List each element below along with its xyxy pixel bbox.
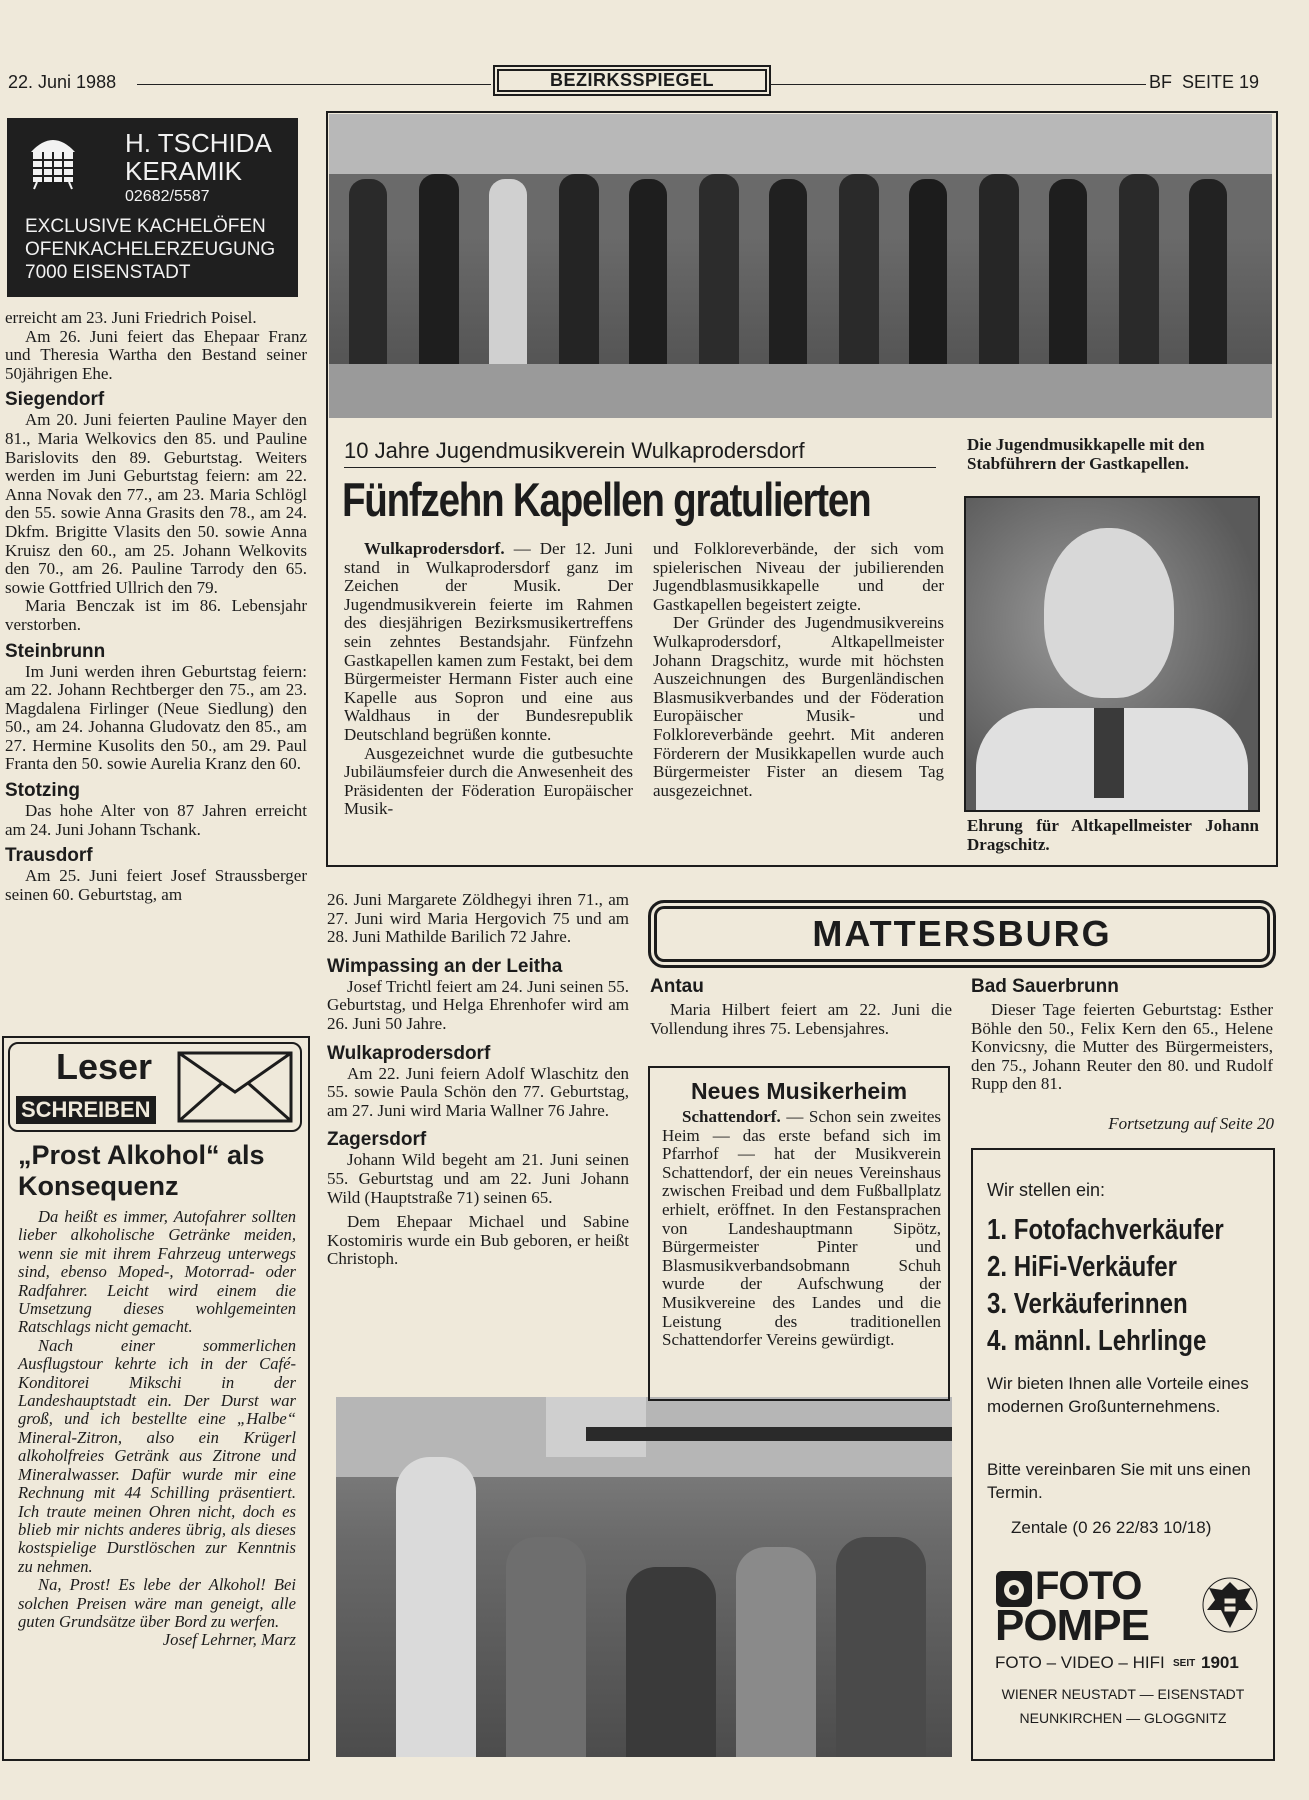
header-rule-right [770, 84, 1146, 85]
page-number: BF SEITE 19 [1149, 72, 1260, 92]
heading-steinbrunn: Steinbrunn [5, 640, 106, 662]
feature-kicker: 10 Jahre Jugendmusikverein Wulkaprodersdorf [344, 438, 805, 463]
wulkaprodersdorf-text: Am 22. Juni feiern Adolf Wlaschitz den 55. sowie Paula Schön den 77. Geburtstag, am 27. Juni wird Maria Wallner 76 Jahre. [327, 1063, 629, 1120]
left-column-notices [5, 309, 307, 904]
feature-col1-p1: — Der 12. Juni stand in Wulkaprodersdorf ganz im Zeichen der Musik. Der Jugendmusikverein feierte im Rahmen des diesjährigen Bezirksmusikertreffens sein zehntes Bestandsjahr. Fünfzehn Gastkapellen kamen zum Festakt, bei dem Bürgermeister Hermann Fister auch eine Kapelle aus Sopron und eine aus Waldhaus in der Bundesrepublik Deutschland begrüßen konnte. [344, 539, 634, 744]
zagersdorf-text-1: Johann Wild begeht am 21. Juni seinen 55. Geburtstag und am 22. Juni Johann Wild (Hauptstraße 71) seinen 65. [327, 1150, 629, 1207]
musikerheim-text [662, 1108, 941, 1350]
siegendorf-text-1: Am 20. Juni feierten Pauline Mayer den 81., Maria Welkovics den 85. und Pauline Barislovits den 89. Geburtstag. Weiters werden im Juni Geburtstag feiern: am 22. Anna Novak den 77., am 23. Maria Schlögl den 55. sowie Anna Grasits den 78., am 24. Dkfm. Brigitte Vlasits den 50. sowie Anna Kruisz den 60., am 25. Johann Welkovits den 70., am 26. Pauline Tarrody den 65. sowie Gottfried Ullrich den 79. [5, 410, 307, 597]
ad-intro: Wir stellen ein: [987, 1180, 1106, 1200]
feature-column-2 [653, 540, 944, 800]
keramik-name-1: H. TSCHIDA [125, 128, 272, 158]
letters-logo [8, 1042, 302, 1132]
kicker-rule [344, 467, 936, 468]
letters-logo-top: Leser [56, 1046, 153, 1087]
keramik-name-2: KERAMIK [125, 156, 243, 186]
feature-col2-p1: und Folkloreverbände, der sich vom spielerischen Niveau der jubilierenden Jugendblasmusikkapelle und der Gastkapellen begeistert zeigte. [653, 539, 944, 614]
feature-column-1 [344, 540, 633, 819]
foto-towns-1: WIENER NEUSTADT — EISENSTADT [1001, 1686, 1245, 1702]
zagersdorf-text-2: Dem Ehepaar Michael und Sabine Kostomiris wurde ein Bub geboren, er heißt Christoph. [327, 1212, 629, 1269]
heading-trausdorf: Trausdorf [5, 845, 93, 867]
mattersburg-banner: MATTERSBURG [648, 900, 1276, 968]
heading-bad-sauerbrunn: Bad Sauerbrunn [971, 976, 1119, 997]
envelope-icon [176, 1050, 294, 1124]
musikerheim-dateline: Schattendorf. [682, 1107, 781, 1126]
heading-stotzing: Stotzing [5, 780, 80, 802]
foto-towns-2: NEUNKIRCHEN — GLOGGNITZ [1019, 1710, 1227, 1726]
job-4: 4. männl. Lehrlinge [987, 1325, 1207, 1357]
steinbrunn-text: Im Juni werden ihren Geburtstag feiern: am 22. Johann Rechtberger den 75., am 23. Magdalena Firlinger (Neue Siedlung) den 50., am 24. Johanna Gludovatz den 85., am 27. Hermine Kusolits den 50., am 29. Paul Franta den 50. sowie Aurelia Kranz den 60. [5, 661, 307, 774]
letters-logo-bottom: SCHREIBEN [16, 1096, 156, 1124]
stotzing-text: Das hohe Alter von 87 Jahren erreicht am 24. Juni Johann Tschank. [5, 801, 307, 839]
foto-logo-line-1: FOTO [1035, 1564, 1142, 1608]
siegendorf-text-2: Maria Benczak ist im 86. Lebensjahr verstorben. [5, 596, 307, 634]
heading-siegendorf: Siegendorf [5, 389, 105, 411]
kachelofen-icon [25, 130, 81, 190]
letter-title: „Prost Alkohol“ als Konsequenz [18, 1140, 265, 1201]
middle-continuation: 26. Juni Margarete Zöldhegyi ihren 71., am 27. Juni wird Maria Hergovich 75 und am 28. Juni Mathilde Barilich 72 Jahre. [327, 890, 629, 947]
continued-note: Fortsetzung auf Seite 20 [1108, 1114, 1274, 1133]
keramik-line-3: 7000 EISENSTADT [25, 262, 191, 283]
job-3: 3. Verkäuferinnen [987, 1288, 1188, 1320]
letter-paragraph-3: Na, Prost! Es lebe der Alkohol! Bei solchen Preisen wäre man geneigt, alle guten Grundsätze über Bord zu werfen. [18, 1575, 296, 1631]
heading-zagersdorf: Zagersdorf [327, 1129, 427, 1151]
founding-year: 1901 [1201, 1653, 1239, 1672]
band-group-photo [329, 114, 1272, 418]
letters-box [2, 1036, 310, 1761]
job-2: 2. HiFi-Verkäufer [987, 1251, 1177, 1283]
wimpassing-text: Josef Trichtl feiert am 24. Juni seinen 55. Geburtstag, und Helga Ehrenhofer wird am 26. Juni 50 Jahre. [327, 976, 629, 1033]
heading-wimpassing: Wimpassing an der Leitha [327, 955, 563, 977]
foto-logo-line-2: POMPE [995, 1601, 1149, 1650]
job-1: 1. Fotofachverkäufer [987, 1214, 1224, 1246]
letter-signature: Josef Lehrner, Marz [162, 1630, 296, 1650]
keramik-line-2: OFENKACHELERZEUGUNG [25, 239, 276, 260]
letter-paragraph-1: Da heißt es immer, Autofahrer sollten lieber alkoholische Getränke meiden, wenn sie mit ihrem Fahrzeug unterwegs sind, ebenso Moped-, Motorrad- oder Radfahrer. Leicht wird einem die Umsetzung dieses wohlgemeinten Ratschlags nicht gemacht. [18, 1207, 296, 1337]
middle-column-notices [327, 891, 629, 1269]
ad-appointment: Bitte vereinbaren Sie mit uns einen Termin. [987, 1460, 1251, 1502]
feature-col2-p2: Der Gründer des Jugendmusikvereins Wulkaprodersdorf, Altkapellmeister Johann Dragschitz, wurde mit höchsten Auszeichnungen des Burgenländischen Blasmusikverbandes und der Föderation Europäischer Musik- und Folkloreverbände geehrt. Mit anderen Förderern der Musikkapellen wurde auch Bürgermeister Fister an diesem Tag ausgezeichnet. [653, 613, 944, 800]
portrait-caption: Ehrung für Altkapellmeister Johann Dragschitz. [967, 816, 1259, 854]
foto-pompe-ad [971, 1148, 1275, 1761]
keramik-phone: 02682/5587 [125, 188, 210, 205]
seit-label: SEIT [1173, 1658, 1196, 1669]
section-title: BEZIRKSSPIEGEL [493, 65, 771, 96]
coat-of-arms-icon [1201, 1570, 1259, 1640]
bad-sauerbrunn-text: Dieser Tage feierten Geburtstag: Esther Böhle den 50., Felix Kern den 65., Helene Konvicsny, die Mutter des Bürgermeisters, den 75., Johann Reuter den 80. und Rudolf Rupp den 81. [971, 1000, 1273, 1094]
header-rule-left [137, 84, 491, 85]
ad-phone: Zentale (0 26 22/83 10/18) [1011, 1518, 1212, 1537]
heading-wulkaprodersdorf: Wulkaprodersdorf [327, 1042, 491, 1064]
heading-antau: Antau [650, 976, 704, 997]
group-photo-caption: Die Jugendmusikkapelle mit den Stabführern der Gastkapellen. [967, 435, 1205, 473]
portrait-photo [964, 496, 1260, 812]
letter-paragraph-2: Nach einer sommerlichen Ausflugstour kehrte ich in der Café-Konditorei Mikschi in der Landeshauptstadt ein. Der Durst war groß, und ich bestellte eine „Halbe“ Mineral-Zitron, also ein Krügerl alkoholfreies Getränk aus Zitrone und Mineralwasser. Dafür wurde mir eine Rechnung mit 44 Schilling präsentiert. Ich traute meinen Ohren nicht, doch es blieb mir nichts anderes übrig, als dieses kostspielige Durstlöschen zur Kenntnis zu nehmen. [18, 1335, 296, 1576]
letter-body [18, 1208, 296, 1650]
antau-text: Maria Hilbert feiert am 22. Juni die Vollendung ihres 75. Lebensjahres. [650, 1000, 952, 1038]
intro-text-2: Am 26. Juni feiert das Ehepaar Franz und Theresia Wartha den Bestand seiner 50jährigen Ehe. [5, 326, 307, 383]
keramik-ad [7, 118, 298, 297]
keramik-line-1: EXCLUSIVE KACHELÖFEN [25, 216, 266, 237]
musikerheim-body: — Schon sein zweites Heim — das erste befand sich im Pfarrhof — hat der Musikverein Schattendorf, der ein neues Vereinshaus zwischen Freibad und dem Fußballplatz erhielt, eröffnet. In den Festansprachen von Landeshauptmann Sipötz, Bürgermeister Pinter und Blasmusikverbandsobmann Schuh wurde der Aufschwung der Musikvereine des Landes und die Leistung des traditionellen Schattendorfer Vereins gewürdigt. [662, 1107, 941, 1350]
trausdorf-text: Am 25. Juni feiert Josef Straussberger seinen 60. Geburtstag, am [5, 866, 307, 904]
ad-benefit: Wir bieten Ihnen alle Vorteile eines modernen Großunternehmens. [987, 1374, 1249, 1416]
musikerheim-box [648, 1066, 950, 1401]
intro-text-1: erreicht am 23. Juni Friedrich Poisel. [5, 308, 257, 327]
feature-headline: Fünfzehn Kapellen gratulierten [342, 473, 871, 526]
feature-dateline: Wulkaprodersdorf. [364, 539, 505, 558]
foto-tagline: FOTO – VIDEO – HIFI [995, 1653, 1165, 1672]
feature-col1-p2: Ausgezeichnet wurde die gutbesuchte Jubiläumsfeier durch die Anwesenheit des Präsidenten der Föderation Europäischer Musik- [344, 743, 633, 819]
musikerheim-title: Neues Musikerheim [690, 1078, 908, 1104]
issue-date: 22. Juni 1988 [8, 72, 117, 92]
musicians-photo [336, 1397, 952, 1757]
